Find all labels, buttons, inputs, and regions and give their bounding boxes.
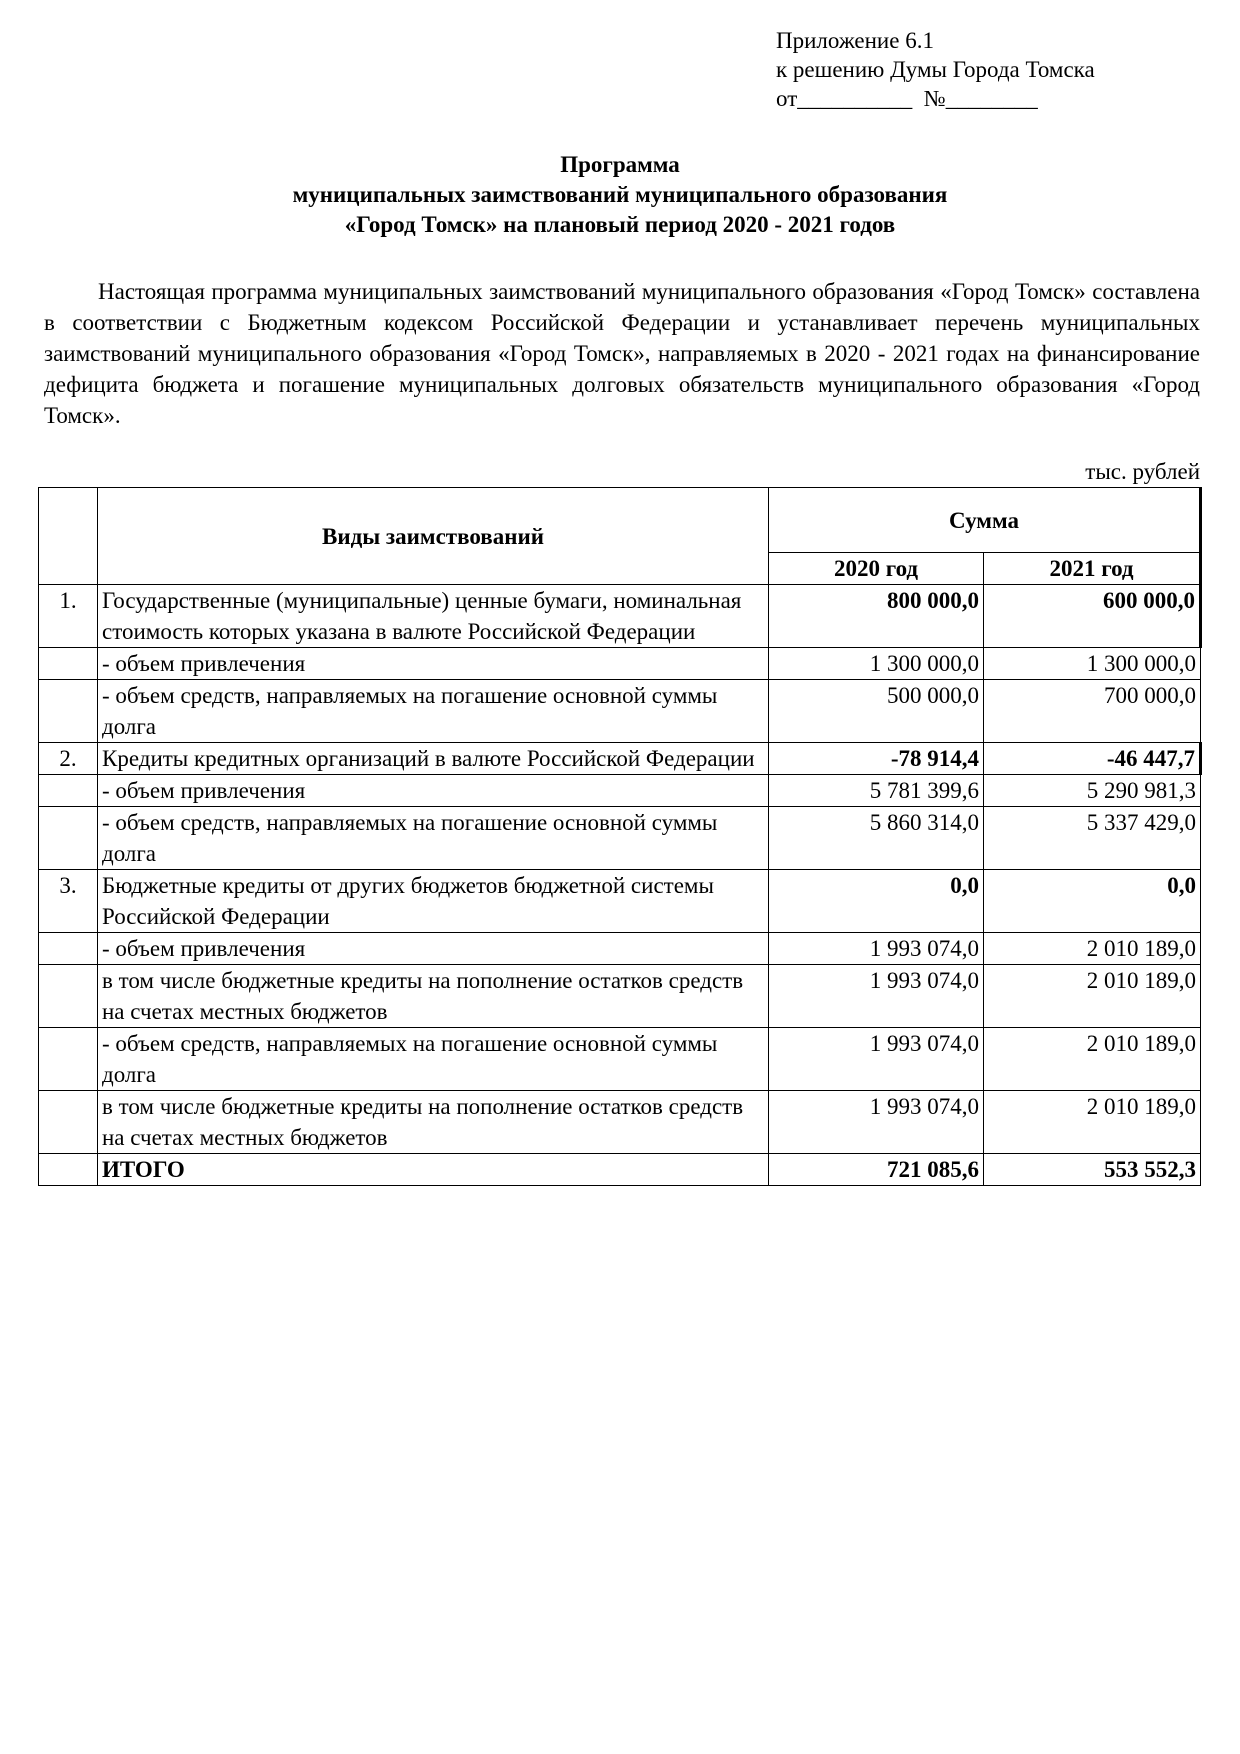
row-value-2021: 2 010 189,0 [984,965,1201,1028]
table-row [39,1091,1201,1154]
table-row [39,807,1201,870]
row-name: в том числе бюджетные кредиты на пополнение остатков средств на счетах местных бюджетов [98,965,769,1028]
row-value-2020: 1 993 074,0 [769,933,984,965]
row-value-2021: 5 337 429,0 [984,807,1201,870]
total-value-2021: 553 552,3 [984,1154,1201,1186]
row-number [39,680,98,743]
row-value-2021: -46 447,7 [984,743,1201,775]
table-row [39,965,1201,1028]
header-2021: 2021 год [984,553,1201,585]
title-line-2: муниципальных заимствований муниципального образования [292,182,948,207]
row-value-2020: 5 781 399,6 [769,775,984,807]
row-name: Государственные (муниципальные) ценные бумаги, номинальная стоимость которых указана в валюте Российской Федерации [98,585,769,648]
row-value-2021: 0,0 [984,870,1201,933]
total-num-cell [39,1154,98,1186]
table-row [39,743,1201,775]
row-value-2021: 2 010 189,0 [984,1091,1201,1154]
row-value-2020: 0,0 [769,870,984,933]
title-line-1: Программа [560,152,680,177]
row-value-2021: 2 010 189,0 [984,933,1201,965]
row-value-2021: 1 300 000,0 [984,648,1201,680]
row-value-2020: 1 993 074,0 [769,1091,984,1154]
table-row [39,775,1201,807]
row-number [39,1091,98,1154]
row-value-2020: 1 300 000,0 [769,648,984,680]
row-name: - объем привлечения [98,933,769,965]
row-value-2020: 5 860 314,0 [769,807,984,870]
total-label: ИТОГО [98,1154,769,1186]
table-row [39,1028,1201,1091]
row-number: 2. [39,743,98,775]
row-number: 1. [39,585,98,648]
header-2020: 2020 год [769,553,984,585]
table-row [39,680,1201,743]
row-value-2020: 500 000,0 [769,680,984,743]
table-row [39,585,1201,648]
row-number: 3. [39,870,98,933]
row-value-2020: -78 914,4 [769,743,984,775]
row-value-2021: 700 000,0 [984,680,1201,743]
row-number [39,965,98,1028]
row-value-2021: 600 000,0 [984,585,1201,648]
annex-block [776,26,1095,113]
row-name: Бюджетные кредиты от других бюджетов бюджетной системы Российской Федерации [98,870,769,933]
annex-date-number: от__________ №________ [776,86,1038,111]
row-number [39,1028,98,1091]
row-name: - объем средств, направляемых на погашение основной суммы долга [98,1028,769,1091]
annex-decision: к решению Думы Города Томска [776,57,1095,82]
table-row [39,870,1201,933]
row-value-2020: 1 993 074,0 [769,1028,984,1091]
header-sum: Сумма [769,488,1201,553]
total-value-2020: 721 085,6 [769,1154,984,1186]
row-name: - объем привлечения [98,775,769,807]
header-types: Виды заимствований [98,488,769,585]
title-line-3: «Город Томск» на плановый период 2020 - 2021 годов [344,212,896,237]
document-title [0,150,1240,240]
borrowings-table [38,487,1202,1186]
row-name: - объем привлечения [98,648,769,680]
row-value-2020: 800 000,0 [769,585,984,648]
row-value-2021: 5 290 981,3 [984,775,1201,807]
row-value-2020: 1 993 074,0 [769,965,984,1028]
row-number [39,775,98,807]
total-row [39,1154,1201,1186]
row-name: - объем средств, направляемых на погашение основной суммы долга [98,807,769,870]
row-name: Кредиты кредитных организаций в валюте Российской Федерации [98,743,769,775]
row-name: в том числе бюджетные кредиты на пополнение остатков средств на счетах местных бюджетов [98,1091,769,1154]
row-number [39,807,98,870]
annex-title: Приложение 6.1 [776,28,934,53]
row-name: - объем средств, направляемых на погашение основной суммы долга [98,680,769,743]
units-label: тыс. рублей [1085,459,1200,484]
row-number [39,933,98,965]
table-row [39,648,1201,680]
table-body [39,585,1201,1186]
intro-paragraph: Настоящая программа муниципальных заимствований муниципального образования «Город Томск» составлена в соответствии с Бюджетным кодексом Российской Федерации и устанавливает перечень муниципальных заимствований муниципального образования «Город Томск», направляемых в 2020 - 2021 годах на финансирование дефицита бюджета и погашение муниципальных долговых обязательств муниципального образования «Город Томск». [44,279,1200,428]
table-row [39,933,1201,965]
header-num-cell [39,488,98,585]
row-number [39,648,98,680]
row-value-2021: 2 010 189,0 [984,1028,1201,1091]
